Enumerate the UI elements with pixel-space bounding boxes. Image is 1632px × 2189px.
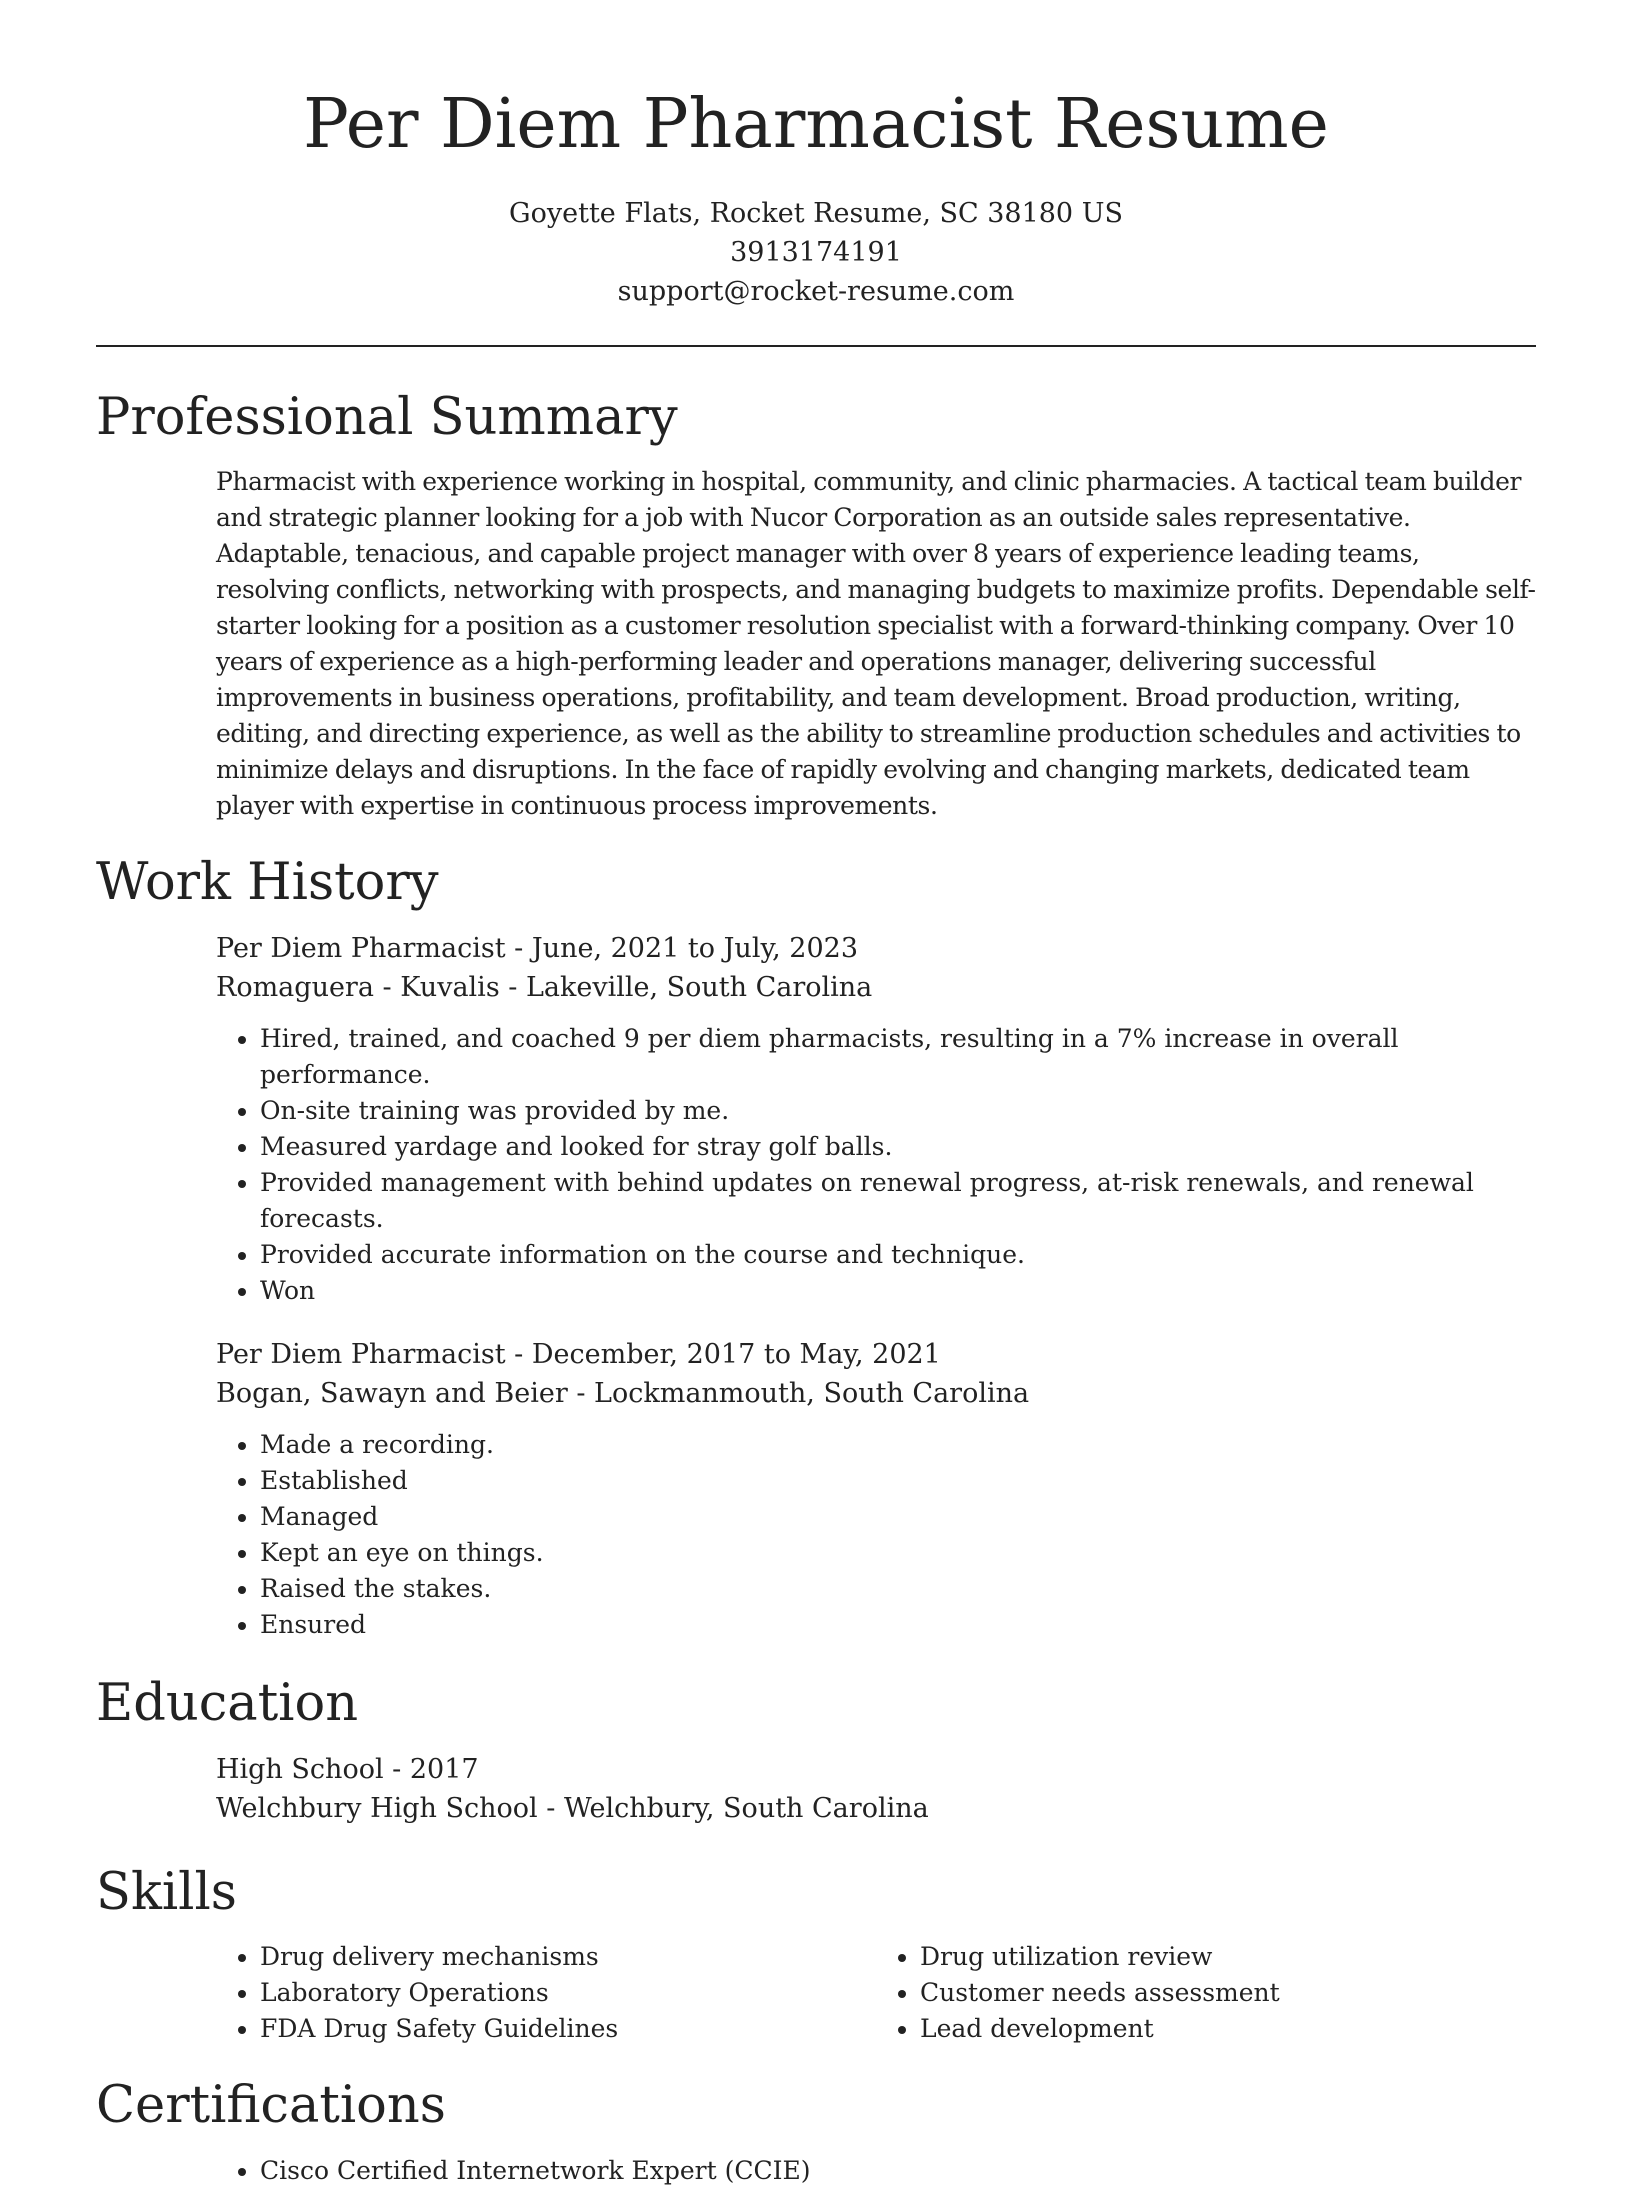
skill-item: • Laboratory Operations [260, 1975, 876, 2011]
list-item: • Made a recording. [260, 1427, 1536, 1463]
job-dates: - June, 2021 to July, 2023 [505, 932, 859, 964]
skill-item: • Drug utilization review [920, 1939, 1536, 1975]
job-entry [216, 929, 1536, 1309]
skill-item: • Customer needs assessment [920, 1975, 1536, 2011]
school-location: - Welchbury, South Carolina [537, 1793, 929, 1825]
list-item: • Ensured [260, 1607, 1536, 1643]
job-employer: Bogan, Sawayn and Beier [216, 1377, 568, 1409]
certifications-section [96, 2075, 1536, 2188]
contact-address: Goyette Flats, Rocket Resume, SC 38180 US [509, 197, 1123, 229]
school-name: Welchbury High School [216, 1793, 538, 1825]
list-item: • Measured yardage and looked for stray golf balls. [260, 1129, 1536, 1165]
graduation-year: - 2017 [383, 1754, 479, 1786]
list-item: • Managed [260, 1499, 1536, 1535]
job-title-line [216, 1335, 1536, 1374]
summary-heading: Professional Summary [96, 387, 678, 447]
degree: High School [216, 1754, 384, 1786]
skills-list-right [876, 1939, 1536, 2047]
list-item: • On-site training was provided by me. [260, 1093, 1536, 1129]
education-section [96, 1673, 1536, 1828]
job-location: - Lakeville, South Carolina [499, 971, 873, 1003]
list-item: • Provided accurate information on the course and technique. [260, 1237, 1536, 1273]
job-title-line [216, 929, 1536, 968]
job-employer: Romaguera - Kuvalis [216, 971, 500, 1003]
summary-section [96, 387, 1536, 824]
contact-phone: 3913174191 [730, 236, 902, 268]
skills-list-left [216, 1939, 876, 2047]
list-item: • Provided management with behind updates on renewal progress, at-risk renewals, and renewal forecasts. [260, 1165, 1536, 1237]
list-item: • Established [260, 1463, 1536, 1499]
education-heading: Education [96, 1673, 359, 1733]
job-role: Per Diem Pharmacist [216, 932, 506, 964]
skills-heading: Skills [96, 1863, 237, 1923]
skill-item: • Lead development [920, 2011, 1536, 2047]
education-entry [216, 1750, 1536, 1828]
header-divider [96, 345, 1536, 347]
job-entry [216, 1335, 1536, 1643]
contact-email: support@rocket-resume.com [617, 275, 1015, 307]
job-duties [216, 1021, 1536, 1309]
list-item: • Kept an eye on things. [260, 1535, 1536, 1571]
list-item: • Won [260, 1273, 1536, 1309]
job-employer-line [216, 968, 1536, 1007]
job-duties [216, 1427, 1536, 1643]
skill-item: • Drug delivery mechanisms [260, 1939, 876, 1975]
list-item: • Hired, trained, and coached 9 per diem pharmacists, resulting in a 7% increase in overall performance. [260, 1021, 1536, 1093]
skills-section [96, 1862, 1536, 2047]
skill-item: • FDA Drug Safety Guidelines [260, 2011, 876, 2047]
certifications-list-wrap [216, 2153, 1536, 2189]
job-location: - Lockmanmouth, South Carolina [567, 1377, 1030, 1409]
work-history-heading: Work History [96, 852, 439, 912]
school-line [216, 1789, 1536, 1828]
skills-columns [216, 1939, 1536, 2047]
contact-info [0, 194, 1632, 311]
certifications-list [216, 2153, 1536, 2189]
resume-title: Per Diem Pharmacist Resume [303, 85, 1329, 164]
certifications-heading: Certifications [96, 2076, 446, 2136]
certification-item: • Cisco Certified Internetwork Expert (CCIE) [260, 2153, 1536, 2189]
job-employer-line [216, 1374, 1536, 1413]
job-dates: - December, 2017 to May, 2021 [505, 1338, 941, 1370]
job-role: Per Diem Pharmacist [216, 1338, 506, 1370]
summary-text: Pharmacist with experience working in hospital, community, and clinic pharmacies. A tactical team builder and strategic planner looking for a job with Nucor Corporation as an outside sales representative. Adaptable, tenacious, and capable project manager with over 8 years of experience leading teams, resolving conflicts, networking with prospects, and managing budgets to maximize profits. Dependable self-starter looking for a position as a customer resolution specialist with a forward-thinking company. Over 10 years of experience as a high-performing leader and operations manager, delivering successful improvements in business operations, profitability, and team development. Broad production, writing, editing, and directing experience, as well as the ability to streamline production schedules and activities to minimize delays and disruptions. In the face of rapidly evolving and changing markets, dedicated team player with expertise in continuous process improvements. [216, 466, 1536, 820]
resume-header [0, 0, 1632, 311]
list-item: • Raised the stakes. [260, 1571, 1536, 1607]
degree-line [216, 1750, 1536, 1789]
work-history-section [96, 852, 1536, 1643]
